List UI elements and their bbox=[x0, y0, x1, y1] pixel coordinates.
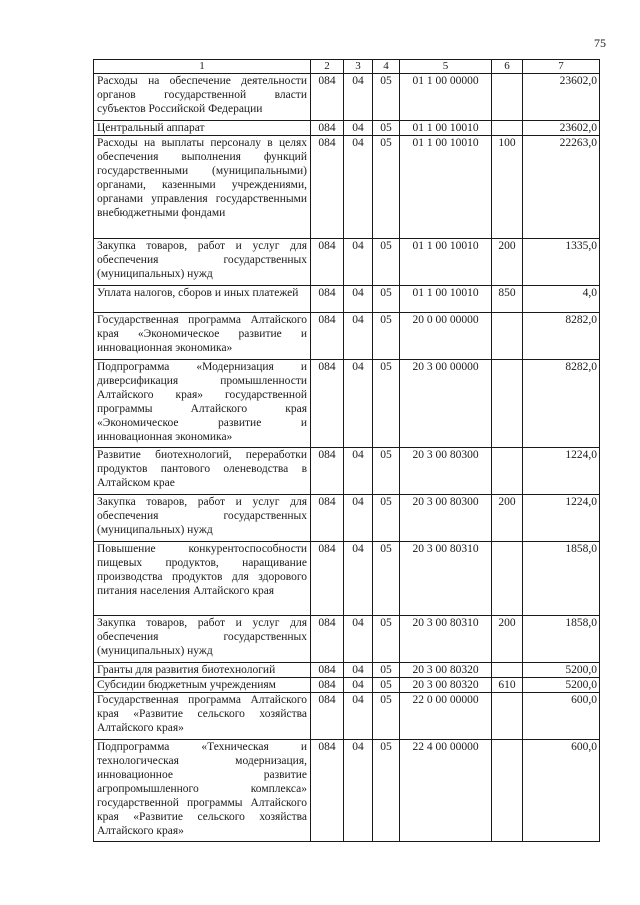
table-row bbox=[94, 542, 600, 616]
table-row bbox=[94, 495, 600, 542]
row-name: Государственная программа Алтайского края «Экономическое развитие и инновационная экономика» bbox=[94, 313, 311, 360]
row-section: 04 bbox=[344, 239, 373, 286]
row-target-article: 20 3 00 80310 bbox=[400, 542, 492, 616]
row-subsection: 05 bbox=[373, 663, 400, 678]
table-row bbox=[94, 74, 600, 121]
row-expense-type: 200 bbox=[492, 495, 523, 542]
budget-table bbox=[93, 59, 600, 842]
table-row bbox=[94, 663, 600, 678]
row-target-article: 22 0 00 00000 bbox=[400, 693, 492, 740]
row-sum: 23602,0 bbox=[523, 74, 600, 121]
table-row bbox=[94, 239, 600, 286]
row-expense-type bbox=[492, 360, 523, 448]
table-row bbox=[94, 616, 600, 663]
row-admin-code: 084 bbox=[311, 360, 344, 448]
row-section: 04 bbox=[344, 616, 373, 663]
row-target-article: 20 3 00 80300 bbox=[400, 495, 492, 542]
table-row bbox=[94, 136, 600, 239]
row-section: 04 bbox=[344, 740, 373, 842]
row-admin-code: 084 bbox=[311, 448, 344, 495]
row-expense-type: 850 bbox=[492, 286, 523, 313]
row-subsection: 05 bbox=[373, 121, 400, 136]
table-row bbox=[94, 286, 600, 313]
row-expense-type bbox=[492, 313, 523, 360]
row-sum: 1858,0 bbox=[523, 542, 600, 616]
row-sum: 1858,0 bbox=[523, 616, 600, 663]
row-name: Повышение конкурентоспособности пищевых продуктов, наращивание производства продуктов для здорового питания населения Алтайского края bbox=[94, 542, 311, 616]
row-section: 04 bbox=[344, 286, 373, 313]
table-body bbox=[94, 74, 600, 842]
table-header bbox=[94, 60, 600, 74]
row-subsection: 05 bbox=[373, 495, 400, 542]
table-row bbox=[94, 693, 600, 740]
row-target-article: 20 0 00 00000 bbox=[400, 313, 492, 360]
row-subsection: 05 bbox=[373, 740, 400, 842]
row-admin-code: 084 bbox=[311, 286, 344, 313]
header-col-5: 5 bbox=[400, 60, 492, 74]
row-subsection: 05 bbox=[373, 542, 400, 616]
row-name: Развитие биотехнологий, переработки продуктов пантового оленеводства в Алтайском крае bbox=[94, 448, 311, 495]
row-admin-code: 084 bbox=[311, 239, 344, 286]
row-admin-code: 084 bbox=[311, 313, 344, 360]
row-name: Уплата налогов, сборов и иных платежей bbox=[94, 286, 311, 313]
table-row bbox=[94, 448, 600, 495]
row-expense-type: 610 bbox=[492, 678, 523, 693]
row-sum: 1224,0 bbox=[523, 448, 600, 495]
row-admin-code: 084 bbox=[311, 740, 344, 842]
row-subsection: 05 bbox=[373, 693, 400, 740]
header-col-4: 4 bbox=[373, 60, 400, 74]
row-sum: 5200,0 bbox=[523, 678, 600, 693]
row-target-article: 22 4 00 00000 bbox=[400, 740, 492, 842]
row-admin-code: 084 bbox=[311, 121, 344, 136]
row-sum: 23602,0 bbox=[523, 121, 600, 136]
row-name: Центральный аппарат bbox=[94, 121, 311, 136]
row-name: Подпрограмма «Модернизация и диверсификация промышленности Алтайского края» государственной программы Алтайского края «Экономическое развитие и инновационная экономика» bbox=[94, 360, 311, 448]
row-section: 04 bbox=[344, 495, 373, 542]
row-expense-type: 200 bbox=[492, 616, 523, 663]
row-subsection: 05 bbox=[373, 74, 400, 121]
row-name: Подпрограмма «Техническая и технологическая модернизация, инновационное развитие агропромышленного комплекса» государственной программы Алтайского края «Развитие сельского хозяйства Алтайского края» bbox=[94, 740, 311, 842]
row-section: 04 bbox=[344, 542, 373, 616]
header-col-1: 1 bbox=[94, 60, 311, 74]
row-name: Расходы на выплаты персоналу в целях обеспечения выполнения функций государственными (муниципальными) органами, казенными учреждениями, органами управления государственными внебюджетными фондами bbox=[94, 136, 311, 239]
table-row bbox=[94, 740, 600, 842]
row-name: Государственная программа Алтайского края «Развитие сельского хозяйства Алтайского края» bbox=[94, 693, 311, 740]
row-name: Гранты для развития биотехнологий bbox=[94, 663, 311, 678]
row-sum: 4,0 bbox=[523, 286, 600, 313]
row-section: 04 bbox=[344, 136, 373, 239]
row-section: 04 bbox=[344, 448, 373, 495]
row-admin-code: 084 bbox=[311, 663, 344, 678]
header-row bbox=[94, 60, 600, 74]
row-subsection: 05 bbox=[373, 313, 400, 360]
row-section: 04 bbox=[344, 121, 373, 136]
row-admin-code: 084 bbox=[311, 542, 344, 616]
row-subsection: 05 bbox=[373, 616, 400, 663]
table-row bbox=[94, 121, 600, 136]
row-sum: 5200,0 bbox=[523, 663, 600, 678]
row-subsection: 05 bbox=[373, 448, 400, 495]
row-target-article: 01 1 00 10010 bbox=[400, 239, 492, 286]
row-admin-code: 084 bbox=[311, 678, 344, 693]
header-col-2: 2 bbox=[311, 60, 344, 74]
row-admin-code: 084 bbox=[311, 495, 344, 542]
row-section: 04 bbox=[344, 360, 373, 448]
row-section: 04 bbox=[344, 693, 373, 740]
header-col-6: 6 bbox=[492, 60, 523, 74]
row-admin-code: 084 bbox=[311, 136, 344, 239]
row-target-article: 01 1 00 10010 bbox=[400, 286, 492, 313]
row-name: Закупка товаров, работ и услуг для обеспечения государственных (муниципальных) нужд bbox=[94, 495, 311, 542]
row-expense-type bbox=[492, 448, 523, 495]
row-expense-type bbox=[492, 121, 523, 136]
row-section: 04 bbox=[344, 313, 373, 360]
row-target-article: 20 3 00 80320 bbox=[400, 678, 492, 693]
row-target-article: 20 3 00 00000 bbox=[400, 360, 492, 448]
table-row bbox=[94, 678, 600, 693]
row-admin-code: 084 bbox=[311, 693, 344, 740]
header-col-7: 7 bbox=[523, 60, 600, 74]
row-expense-type bbox=[492, 693, 523, 740]
row-target-article: 01 1 00 10010 bbox=[400, 121, 492, 136]
row-target-article: 20 3 00 80300 bbox=[400, 448, 492, 495]
row-sum: 1224,0 bbox=[523, 495, 600, 542]
row-subsection: 05 bbox=[373, 678, 400, 693]
row-sum: 22263,0 bbox=[523, 136, 600, 239]
row-name: Закупка товаров, работ и услуг для обеспечения государственных (муниципальных) нужд bbox=[94, 239, 311, 286]
row-expense-type: 100 bbox=[492, 136, 523, 239]
row-name: Субсидии бюджетным учреждениям bbox=[94, 678, 311, 693]
row-section: 04 bbox=[344, 74, 373, 121]
table-row bbox=[94, 360, 600, 448]
row-expense-type bbox=[492, 663, 523, 678]
row-section: 04 bbox=[344, 663, 373, 678]
row-sum: 600,0 bbox=[523, 740, 600, 842]
row-section: 04 bbox=[344, 678, 373, 693]
row-expense-type bbox=[492, 74, 523, 121]
row-target-article: 01 1 00 00000 bbox=[400, 74, 492, 121]
header-col-3: 3 bbox=[344, 60, 373, 74]
row-expense-type bbox=[492, 740, 523, 842]
table-row bbox=[94, 313, 600, 360]
row-admin-code: 084 bbox=[311, 74, 344, 121]
row-subsection: 05 bbox=[373, 286, 400, 313]
row-expense-type: 200 bbox=[492, 239, 523, 286]
row-target-article: 20 3 00 80310 bbox=[400, 616, 492, 663]
page-number: 75 bbox=[594, 36, 606, 50]
row-name: Закупка товаров, работ и услуг для обеспечения государственных (муниципальных) нужд bbox=[94, 616, 311, 663]
row-subsection: 05 bbox=[373, 360, 400, 448]
row-sum: 8282,0 bbox=[523, 360, 600, 448]
row-name: Расходы на обеспечение деятельности органов государственной власти субъектов Российской Федерации bbox=[94, 74, 311, 121]
row-subsection: 05 bbox=[373, 136, 400, 239]
row-subsection: 05 bbox=[373, 239, 400, 286]
row-sum: 1335,0 bbox=[523, 239, 600, 286]
row-target-article: 20 3 00 80320 bbox=[400, 663, 492, 678]
row-admin-code: 084 bbox=[311, 616, 344, 663]
row-expense-type bbox=[492, 542, 523, 616]
row-sum: 8282,0 bbox=[523, 313, 600, 360]
row-sum: 600,0 bbox=[523, 693, 600, 740]
row-target-article: 01 1 00 10010 bbox=[400, 136, 492, 239]
